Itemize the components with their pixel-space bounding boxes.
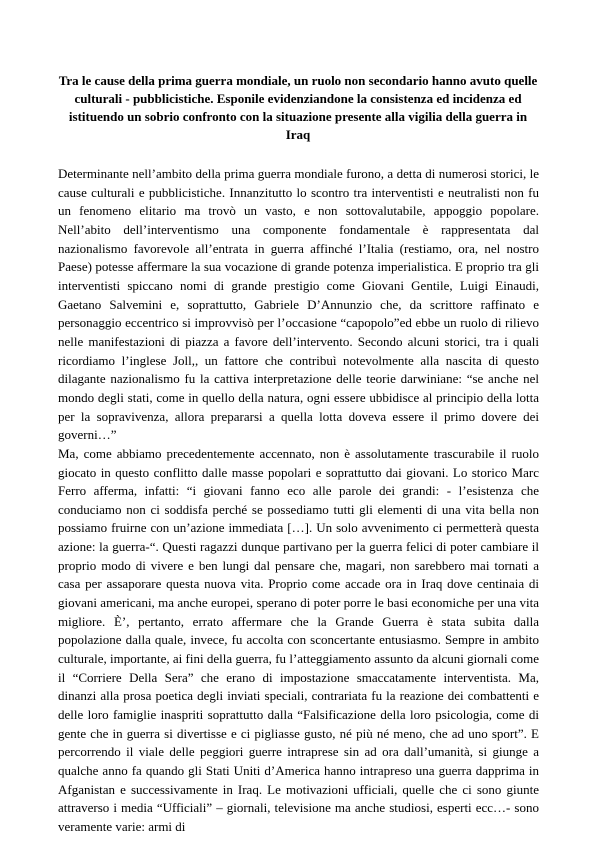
- body-paragraph-2: Ma, come abbiamo precedentemente accennato, non è assolutamente trascurabile il ruolo giocato in questo conflitto dalle masse popolari e soprattutto dai giovani. Lo storico Marc Ferro afferma, infatti: “i giovani fanno eco alle parole dei grandi: - l’esistenza che conduciamo non ci soddisfa perché se possediamo tutti gli elementi di una vita bella non possiamo fruirne con un’azione immediata […]. Un solo avvenimento ci permetterà questa azione: la guerra-“. Questi ragazzi dunque partivano per la guerra felici di poter cambiare il proprio modo di vivere e ben lungi dal pensare che, magari, non sarebbero mai tornati a casa per assaporare questa nuova vita. Proprio come accade ora in Iraq dove centinaia di giovani americani, ma anche europei, sperano di poter porre le basi economiche per una vita migliore. È’, pertanto, errato affermare che la Grande Guerra è stata subita dalla popolazione dalla quale, invece, fu accolta con sconcertante entusiasmo. Sempre in ambito culturale, importante, ai fini della guerra, fu l’atteggiamento assunto da alcuni giornali come il “Corriere Della Sera” che erano di impostazione smaccatamente interventista. Ma, dinanzi alla prosa poetica degli inviati speciali, contrariata fu la reazione dei combattenti e delle loro famiglie inaspriti soprattutto dalla “Falsificazione della loro psicologia, come di gente che in guerra si divertisse e ci pigliasse gusto, né più né meno, che ad uno sport”. E percorrendo il viale delle peggiori guerre intraprese sin ad ora dall’umanità, si giunge a qualche anno fa quando gli Stati Uniti d’America hanno intrapreso una guerra dapprima in Afganistan e successivamente in Iraq. Le motivazioni ufficiali, quelle che ci sono giunte attraverso i media “Ufficiali” – giornali, televisione ma anche studiosi, esperti ecc…- sono veramente varie: armi di: [58, 445, 539, 834]
- body-paragraph-1: Determinante nell’ambito della prima guerra mondiale furono, a detta di numerosi storici, le cause culturali e pubblicistiche. Innanzitutto lo scontro tra interventisti e neutralisti non fu un fenomeno elitario ma trovò un vasto, e non sottovalutabile, appoggio popolare. Nell’abito dell’interventismo una componente fondamentale è rappresentata dal nazionalismo favorevole all’entrata in guerra affinché l’Italia (restiamo, ora, nel nostro Paese) potesse affermare la sua vocazione di grande potenza imperialistica. E proprio tra gli interventisti spiccano nomi di grande prestigio come Giovani Gentile, Luigi Einaudi, Gaetano Salvemini e, soprattutto, Gabriele D’Annunzio che, da scrittore raffinato e personaggio eccentrico si improvvisò per l’occasione “capopolo”ed ebbe un ruolo di rilievo nelle manifestazioni di piazza a favore dell’intervento. Secondo alcuni storici, tra i quali ricordiamo l’inglese Joll,, un fattore che contribuì notevolmente alla nascita di questo dilagante nazionalismo fu la cattiva interpretazione delle teorie darwiniane: “se anche nel mondo degli stati, come in quello della natura, ogni essere ubbidisce al principio della lotta per la sopravivenza, allora prepararsi a quella lotta doveva essere il primo dovere dei governi…”: [58, 166, 539, 443]
- document-body: [58, 165, 539, 837]
- document-title: Tra le cause della prima guerra mondiale, un ruolo non secondario hanno avuto quelle culturali - pubblicistiche. Esponile evidenziandone la consistenza ed incidenza ed istituendo un sobrio confronto con la situazione presente alla vigilia della guerra in Iraq: [58, 73, 538, 142]
